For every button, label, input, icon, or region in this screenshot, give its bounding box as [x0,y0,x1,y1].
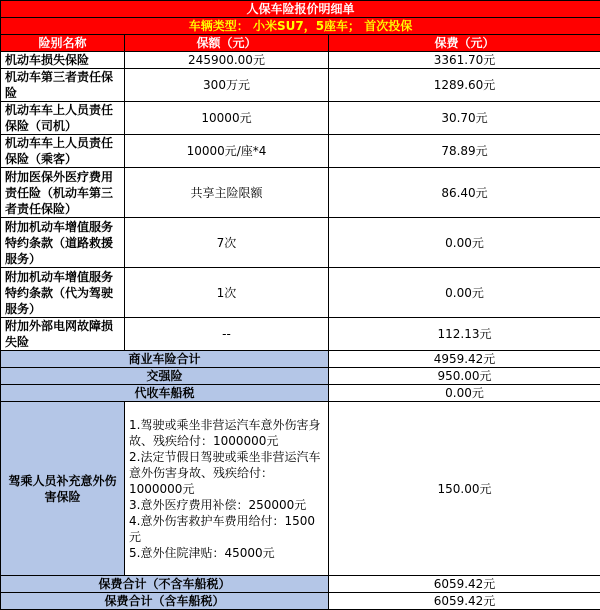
accident-detail-line: 2.法定节假日驾驶或乘坐非营运汽车意外伤害身故、残疾给付：1000000元 [129,449,324,497]
total-excl-tax-label: 保费合计（不含车船税） [1,576,329,593]
vehicle-tax-label: 代收车船税 [1,385,329,402]
row-name: 附加医保外医疗费用责任险（机动车第三者责任保险） [1,168,125,218]
total-incl-tax-label: 保费合计（含车船税） [1,593,329,610]
accident-details [125,402,329,576]
row-premium: 1289.60元 [329,69,600,102]
table-row [1,385,600,402]
table-row [1,52,600,69]
accident-detail-line: 4.意外伤害救护车费用给付：1500元 [129,513,324,545]
row-amount: -- [125,318,329,351]
row-name: 机动车损失保险 [1,52,125,69]
table-row [1,351,600,368]
table-row [1,402,600,576]
row-premium: 30.70元 [329,102,600,135]
table-row [1,168,600,218]
accident-label: 驾乘人员补充意外伤害保险 [1,402,125,576]
sheet-title: 人保车险报价明细单 [1,1,600,18]
row-name: 机动车第三者责任保险 [1,69,125,102]
table-row [1,368,600,385]
total-incl-tax-value: 6059.42元 [329,593,600,610]
compulsory-value: 950.00元 [329,368,600,385]
row-amount: 300万元 [125,69,329,102]
row-premium: 3361.70元 [329,52,600,69]
row-premium: 86.40元 [329,168,600,218]
row-amount: 共享主险限额 [125,168,329,218]
row-amount: 10000元 [125,102,329,135]
header-premium: 保费（元） [329,35,600,52]
accident-detail-line: 5.意外住院津贴：45000元 [129,545,324,561]
total-excl-tax-value: 6059.42元 [329,576,600,593]
row-premium: 0.00元 [329,268,600,318]
commercial-total-value: 4959.42元 [329,351,600,368]
row-premium: 0.00元 [329,218,600,268]
table-row [1,218,600,268]
accident-detail-line: 1.驾驶或乘坐非营运汽车意外伤害身故、残疾给付：1000000元 [129,417,324,449]
table-row [1,69,600,102]
header-insurance-name: 险别名称 [1,35,125,52]
table-row [1,576,600,593]
table-row [1,102,600,135]
row-name: 机动车车上人员责任保险（司机） [1,102,125,135]
vehicle-info: 车辆类型： 小米SU7，5座车； 首次投保 [1,18,600,35]
commercial-total-label: 商业车险合计 [1,351,329,368]
row-amount: 7次 [125,218,329,268]
table-row [1,135,600,168]
compulsory-label: 交强险 [1,368,329,385]
row-amount: 1次 [125,268,329,318]
row-name: 机动车车上人员责任保险（乘客） [1,135,125,168]
row-premium: 78.89元 [329,135,600,168]
table-row [1,318,600,351]
row-amount: 10000元/座*4 [125,135,329,168]
row-name: 附加外部电网故障损失险 [1,318,125,351]
vehicle-tax-value: 0.00元 [329,385,600,402]
row-name: 附加机动车增值服务特约条款（代为驾驶服务） [1,268,125,318]
row-name: 附加机动车增值服务特约条款（道路救援服务） [1,218,125,268]
table-row [1,268,600,318]
row-premium: 112.13元 [329,318,600,351]
accident-value: 150.00元 [329,402,600,576]
table-row [1,593,600,610]
row-amount: 245900.00元 [125,52,329,69]
header-amount: 保额（元） [125,35,329,52]
accident-detail-line: 3.意外医疗费用补偿：250000元 [129,497,324,513]
